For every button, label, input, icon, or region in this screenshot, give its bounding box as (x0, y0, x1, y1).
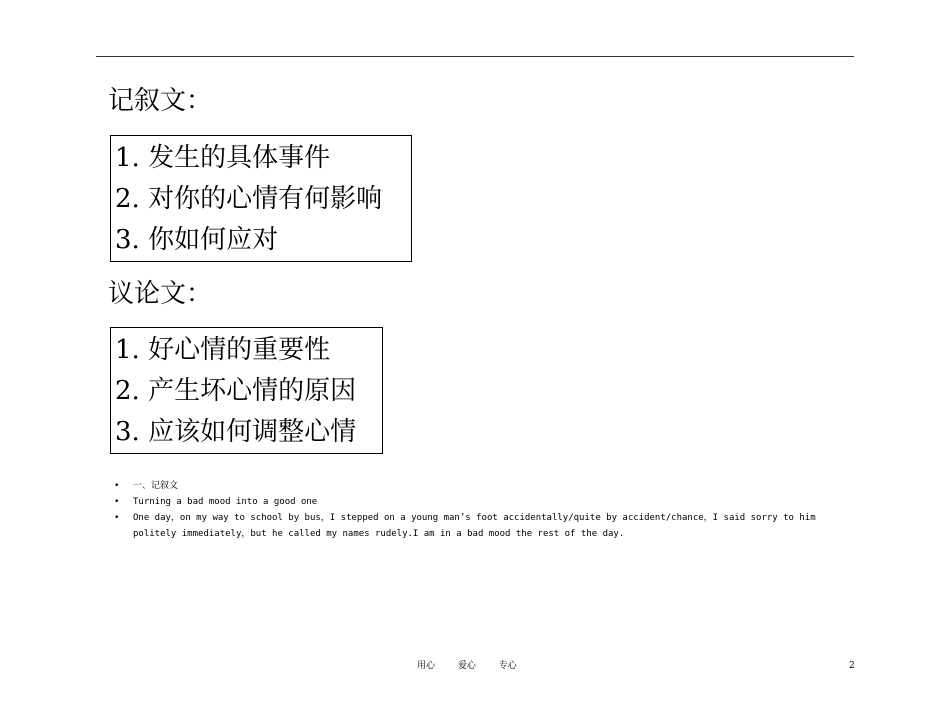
note-item (114, 478, 854, 494)
narrative-point: 1. 发生的具体事件 (115, 143, 331, 173)
narrative-point: 3. 你如何应对 (115, 225, 279, 255)
page-footer (0, 659, 950, 673)
note-text: One day，on my way to school by bus，I stepped on a young man’s foot accidentally/quite by accident/chance，I said sorry to him politely immediately，but he called my names rudely.I am in a bad mood the rest of the day. (133, 513, 816, 539)
narrative-outline-box (110, 135, 412, 262)
note-text: 一、记叙文 (133, 481, 179, 491)
page-number: 2 (849, 661, 855, 671)
footer-motto (417, 659, 537, 673)
notes-list (114, 478, 854, 542)
bullet-icon: • (114, 513, 120, 523)
footer-motto-word: 爱心 (457, 661, 476, 671)
narrative-heading: 记叙文： (108, 86, 213, 116)
argumentative-heading: 议论文： (108, 279, 213, 309)
note-text: Turning a bad mood into a good one (133, 497, 318, 507)
header-rule (96, 56, 854, 57)
bullet-icon: • (114, 497, 120, 507)
argumentative-point: 2. 产生坏心情的原因 (115, 376, 357, 406)
bullet-icon: • (114, 481, 120, 491)
argumentative-point: 3. 应该如何调整心情 (115, 417, 357, 447)
note-item (114, 494, 854, 510)
note-item (114, 510, 854, 542)
footer-motto-word: 用心 (417, 661, 436, 671)
argumentative-outline-box (110, 327, 383, 454)
narrative-point: 2. 对你的心情有何影响 (115, 184, 383, 214)
argumentative-point: 1. 好心情的重要性 (115, 335, 331, 365)
footer-motto-word: 专心 (498, 661, 517, 671)
